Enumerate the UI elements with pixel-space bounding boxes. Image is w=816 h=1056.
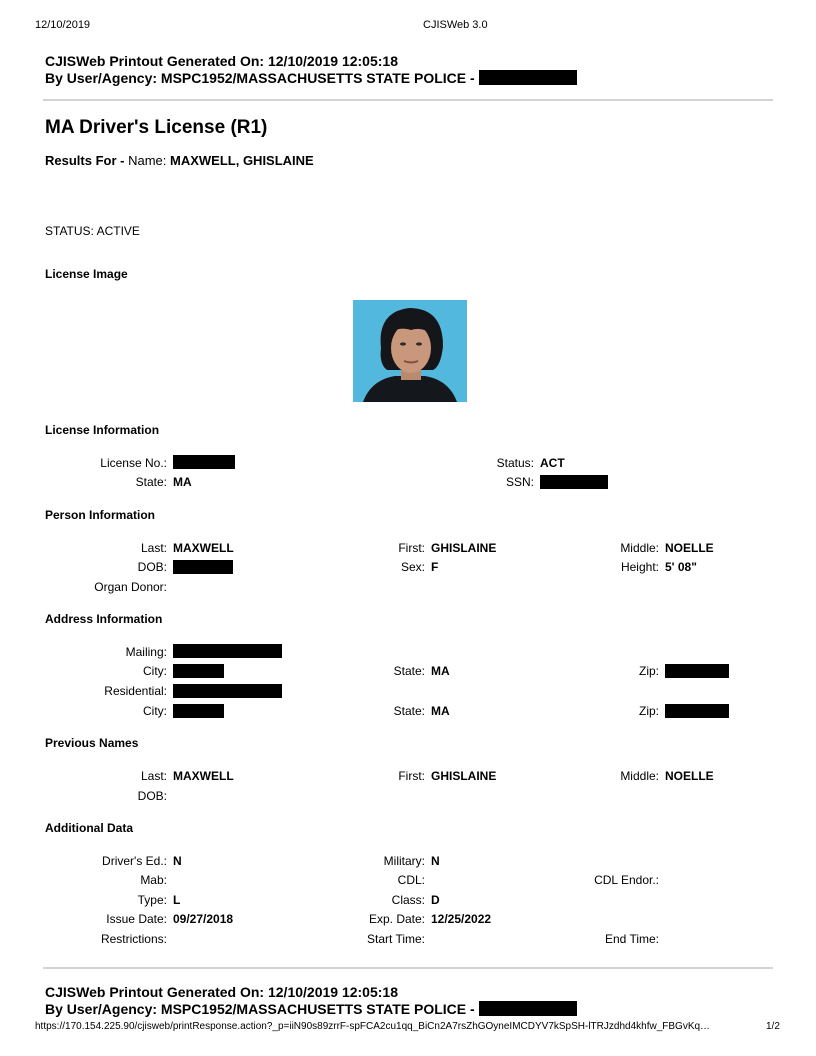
mab-label: Mab: (140, 873, 167, 887)
redacted-residential (173, 684, 282, 698)
residential-label: Residential: (104, 684, 167, 698)
section-address-info: Address Information (45, 612, 163, 626)
mailing-label: Mailing: (125, 645, 167, 659)
address-state-value: MA (431, 664, 450, 678)
redacted-city2 (173, 704, 224, 718)
section-person-info: Person Information (45, 508, 156, 522)
state-label: State: (135, 475, 167, 489)
address-state2-label: State: (393, 704, 425, 718)
issue-date-label: Issue Date: (106, 912, 167, 926)
redaction-bar (479, 70, 577, 85)
sex-label: Sex: (400, 560, 425, 574)
last-value: MAXWELL (173, 541, 234, 555)
state-value: MA (173, 475, 192, 489)
height-label: Height: (620, 560, 659, 574)
prev-dob-label: DOB: (137, 789, 167, 803)
exp-date-value: 12/25/2022 (431, 912, 492, 926)
license-no-label: License No.: (100, 456, 167, 470)
middle-value: NOELLE (665, 541, 714, 555)
status-line: STATUS: ACTIVE (45, 224, 140, 238)
print-app-name: CJISWeb 3.0 (423, 19, 488, 31)
print-date: 12/10/2019 (35, 19, 91, 31)
redacted-zip (665, 664, 729, 678)
user-agency-text-bottom: By User/Agency: MSPC1952/MASSACHUSETTS STATE POLICE - (45, 1001, 475, 1017)
divider (43, 99, 773, 101)
cdl-endor-label: CDL Endor.: (594, 873, 659, 887)
height-value: 5' 08" (665, 560, 697, 574)
redacted-city (173, 664, 224, 678)
prev-first-label: First: (398, 769, 425, 783)
status-value: ACT (540, 456, 565, 470)
section-license-image: License Image (45, 267, 128, 281)
city-label: City: (143, 664, 167, 678)
military-value: N (431, 854, 440, 868)
redacted-license-no (173, 455, 235, 469)
restrictions-label: Restrictions: (100, 932, 167, 946)
printout-generated-bottom: CJISWeb Printout Generated On: 12/10/2019 12:05:18 (45, 984, 398, 1000)
results-prefix: Results For - (45, 153, 125, 168)
section-additional-data: Additional Data (45, 821, 134, 835)
type-value: L (173, 893, 181, 907)
first-value: GHISLAINE (431, 541, 497, 555)
results-name: MAXWELL, GHISLAINE (170, 153, 314, 168)
drivers-ed-label: Driver's Ed.: (102, 854, 167, 868)
printout-user-agency (45, 70, 577, 87)
prev-last-value: MAXWELL (173, 769, 234, 783)
class-value: D (431, 893, 440, 907)
results-for (45, 153, 314, 168)
issue-date-value: 09/27/2018 (173, 912, 234, 926)
exp-date-label: Exp. Date: (368, 912, 425, 926)
prev-middle-value: NOELLE (665, 769, 714, 783)
start-time-label: Start Time: (366, 932, 425, 946)
print-url: https://170.154.225.90/cjisweb/printResponse.action?_p=iiN90s89zrrF-spFCA2cu1qq_BiCn2A7rsZhGOyneIMCDYV7kSpSH-lTRJzdhd4khfw_FBGvKq… (35, 1021, 711, 1032)
prev-first-value: GHISLAINE (431, 769, 497, 783)
prev-last-label: Last: (140, 769, 167, 783)
prev-middle-label: Middle: (620, 769, 659, 783)
redacted-mailing (173, 644, 282, 658)
license-photo (353, 300, 467, 402)
divider-bottom (43, 967, 773, 969)
person-portrait-icon (353, 300, 467, 402)
address-state-label: State: (393, 664, 425, 678)
redacted-zip2 (665, 704, 729, 718)
ssn-label: SSN: (505, 475, 534, 489)
redacted-dob (173, 560, 233, 574)
cdl-label: CDL: (397, 873, 425, 887)
address-state2-value: MA (431, 704, 450, 718)
printout-user-agency-bottom (45, 1001, 577, 1018)
status-label: Status: (496, 456, 534, 470)
zip-label: Zip: (638, 664, 659, 678)
drivers-ed-value: N (173, 854, 182, 868)
redaction-bar-bottom (479, 1001, 577, 1016)
section-previous-names: Previous Names (45, 736, 139, 750)
class-label: Class: (391, 893, 425, 907)
page-title: MA Driver's License (R1) (45, 117, 268, 138)
middle-label: Middle: (620, 541, 659, 555)
first-label: First: (398, 541, 425, 555)
city2-label: City: (143, 704, 167, 718)
printout-generated: CJISWeb Printout Generated On: 12/10/2019 12:05:18 (45, 53, 398, 69)
sex-value: F (431, 560, 439, 574)
page-number: 1/2 (766, 1021, 780, 1032)
military-label: Military: (383, 854, 425, 868)
type-label: Type: (137, 893, 167, 907)
zip2-label: Zip: (638, 704, 659, 718)
last-label: Last: (140, 541, 167, 555)
section-license-info: License Information (45, 423, 160, 437)
organ-donor-label: Organ Donor: (94, 580, 167, 594)
dob-label: DOB: (137, 560, 167, 574)
end-time-label: End Time: (604, 932, 659, 946)
user-agency-text: By User/Agency: MSPC1952/MASSACHUSETTS STATE POLICE - (45, 70, 475, 86)
redacted-ssn (540, 475, 608, 489)
results-name-label: Name: (128, 153, 167, 168)
